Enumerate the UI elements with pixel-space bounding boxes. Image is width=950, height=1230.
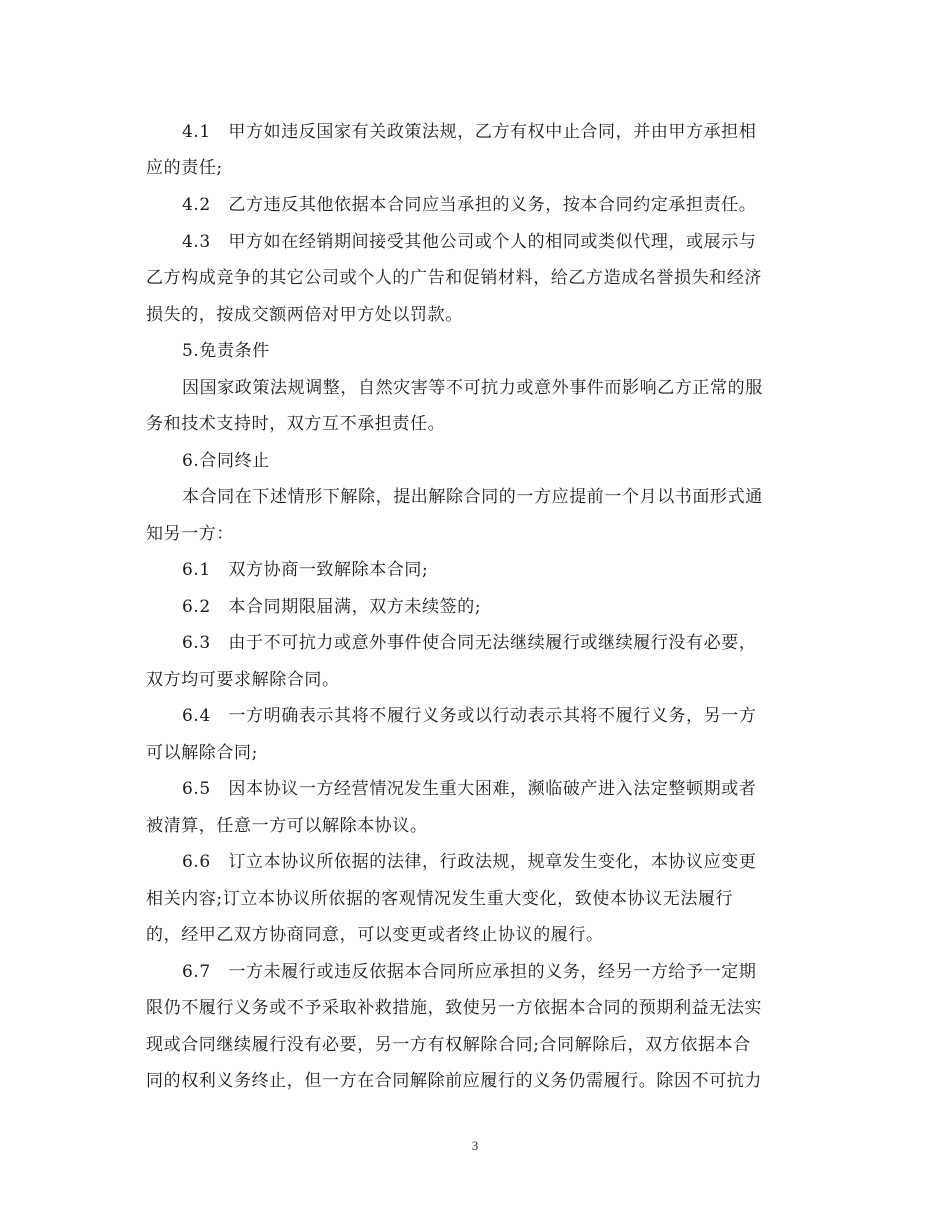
text-line: 因国家政策法规调整，自然灾害等不可抗力或意外事件而影响乙方正常的服 xyxy=(182,378,763,398)
text-line: 现或合同继续履行没有必要，另一方有权解除合同;合同解除后，双方依据本合 xyxy=(146,1035,751,1055)
text-line: 6.5 因本协议一方经营情况发生重大困难，濒临破产进入法定整顿期或者 xyxy=(182,779,757,799)
text-line: 6.3 由于不可抗力或意外事件使合同无法继续履行或继续履行没有必要， xyxy=(182,633,757,653)
text-line: 相关内容;订立本协议所依据的客观情况发生重大变化，致使本协议无法履行 xyxy=(146,889,734,909)
section-heading: 5.免责条件 xyxy=(182,341,270,361)
section-heading: 6.合同终止 xyxy=(182,451,270,471)
text-line: 本合同在下述情形下解除，提出解除合同的一方应提前一个月以书面形式通 xyxy=(182,487,763,507)
text-line: 限仍不履行义务或不予采取补救措施，致使另一方依据本合同的预期利益无法实 xyxy=(146,998,762,1018)
text-line: 乙方构成竞争的其它公司或个人的广告和促销材料，给乙方造成名誉损失和经济 xyxy=(146,268,762,288)
text-line: 6.2 本合同期限届满，双方未续签的; xyxy=(182,597,482,617)
text-line: 可以解除合同; xyxy=(146,743,258,763)
text-line: 6.6 订立本协议所依据的法律，行政法规，规章发生变化，本协议应变更 xyxy=(182,852,757,872)
text-line: 6.4 一方明确表示其将不履行义务或以行动表示其将不履行义务，另一方 xyxy=(182,706,757,726)
text-line: 双方均可要求解除合同。 xyxy=(146,670,340,690)
text-line: 的，经甲乙双方协商同意，可以变更或者终止协议的履行。 xyxy=(146,925,604,945)
text-line: 务和技术支持时，双方互不承担责任。 xyxy=(146,414,446,434)
text-line: 4.3 甲方如在经销期间接受其他公司或个人的相同或类似代理，或展示与 xyxy=(182,232,757,252)
page-number: 3 xyxy=(471,1138,479,1153)
text-line: 知另一方： xyxy=(146,524,234,544)
text-line: 6.7 一方未履行或违反依据本合同所应承担的义务，经另一方给予一定期 xyxy=(182,962,757,982)
text-line: 应的责任; xyxy=(146,158,223,178)
text-line: 同的权利义务终止，但一方在合同解除前应履行的义务仍需履行。除因不可抗力 xyxy=(146,1071,762,1091)
text-line: 4.2 乙方违反其他依据本合同应当承担的义务，按本合同约定承担责任。 xyxy=(182,195,757,215)
text-line: 4.1 甲方如违反国家有关政策法规，乙方有权中止合同，并由甲方承担相 xyxy=(182,122,757,142)
text-line: 损失的，按成交额两倍对甲方处以罚款。 xyxy=(146,305,463,325)
text-line: 被清算，任意一方可以解除本协议。 xyxy=(146,816,428,836)
text-line: 6.1 双方协商一致解除本合同; xyxy=(182,560,429,580)
